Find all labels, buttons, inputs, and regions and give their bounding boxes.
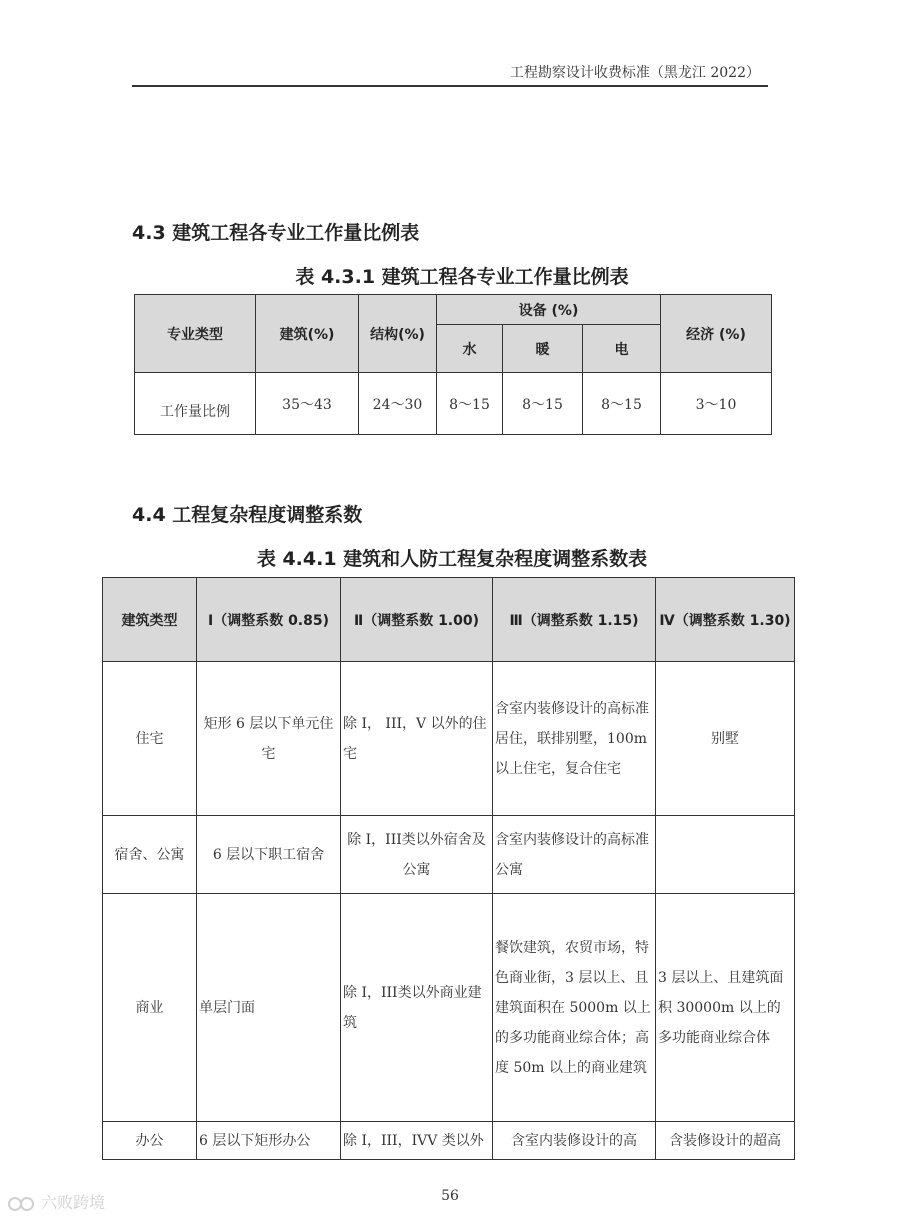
watermark-text: 六败跨境 bbox=[41, 1193, 106, 1212]
cell-class-2: 除 I，III类以外商业建筑 bbox=[341, 894, 493, 1122]
cell-class-1: 单层门面 bbox=[197, 894, 341, 1122]
running-header: 工程勘察设计收费标准（黑龙江 2022） bbox=[509, 65, 760, 81]
section-heading-4-3: 4.3 建筑工程各专业工作量比例表 bbox=[132, 222, 420, 244]
header-equipment: 设备 (%) bbox=[437, 295, 661, 325]
watermark-logo-icon bbox=[6, 1194, 36, 1214]
watermark bbox=[6, 1190, 105, 1214]
header-water: 水 bbox=[437, 325, 503, 373]
cell-class-1: 6 层以下矩形办公 bbox=[197, 1122, 341, 1160]
cell-class-3: 含室内装修设计的高标准居住，联排别墅，100m 以上住宅，复合住宅 bbox=[493, 662, 656, 816]
header-class-4: Ⅳ（调整系数 1.30) bbox=[656, 578, 795, 662]
header-architecture: 建筑(%) bbox=[256, 295, 359, 373]
table-caption-4-4-1: 表 4.4.1 建筑和人防工程复杂程度调整系数表 bbox=[256, 548, 648, 570]
complexity-coefficient-table bbox=[102, 577, 795, 1160]
section-heading-4-4: 4.4 工程复杂程度调整系数 bbox=[132, 504, 363, 526]
header-class-2: Ⅱ（调整系数 1.00) bbox=[341, 578, 493, 662]
value-architecture: 35～43 bbox=[256, 373, 359, 435]
table-row bbox=[103, 662, 795, 816]
cell-class-2: 除 I， III，V 以外的住宅 bbox=[341, 662, 493, 816]
cell-type: 办公 bbox=[103, 1122, 197, 1160]
cell-class-1: 矩形 6 层以下单元住宅 bbox=[197, 662, 341, 816]
cell-type: 宿舍、公寓 bbox=[103, 816, 197, 894]
cell-class-3: 含室内装修设计的高标准公寓 bbox=[493, 816, 656, 894]
cell-type: 商业 bbox=[103, 894, 197, 1122]
header-heating: 暖 bbox=[503, 325, 583, 373]
cell-class-2: 除 I，III，IVV 类以外 bbox=[341, 1122, 493, 1160]
table-row bbox=[103, 894, 795, 1122]
table-row bbox=[103, 816, 795, 894]
cell-class-4 bbox=[656, 816, 795, 894]
header-electric: 电 bbox=[583, 325, 661, 373]
value-structure: 24～30 bbox=[359, 373, 437, 435]
header-building-type: 建筑类型 bbox=[103, 578, 197, 662]
cell-class-3: 含室内装修设计的高 bbox=[493, 1122, 656, 1160]
header-economics: 经济 (%) bbox=[661, 295, 772, 373]
value-water: 8～15 bbox=[437, 373, 503, 435]
row-label: 工作量比例 bbox=[135, 373, 256, 435]
header-rule bbox=[132, 85, 768, 87]
cell-class-3: 餐饮建筑，农贸市场，特色商业街，3 层以上、且建筑面积在 5000m 以上的多功能商业综合体；高度 50m 以上的商业建筑 bbox=[493, 894, 656, 1122]
header-category: 专业类型 bbox=[135, 295, 256, 373]
cell-class-4: 含装修设计的超高 bbox=[656, 1122, 795, 1160]
cell-class-4: 别墅 bbox=[656, 662, 795, 816]
value-economics: 3～10 bbox=[661, 373, 772, 435]
page-number: 56 bbox=[441, 1188, 459, 1204]
table-caption-4-3-1: 表 4.3.1 建筑工程各专业工作量比例表 bbox=[295, 266, 629, 288]
cell-class-2: 除 I，III类以外宿舍及公寓 bbox=[341, 816, 493, 894]
header-class-1: Ⅰ（调整系数 0.85) bbox=[197, 578, 341, 662]
workload-ratio-table bbox=[134, 294, 772, 435]
cell-class-4: 3 层以上、且建筑面积 30000m 以上的多功能商业综合体 bbox=[656, 894, 795, 1122]
header-class-3: Ⅲ（调整系数 1.15) bbox=[493, 578, 656, 662]
table-row bbox=[103, 1122, 795, 1160]
value-electric: 8～15 bbox=[583, 373, 661, 435]
header-structure: 结构(%) bbox=[359, 295, 437, 373]
value-heating: 8～15 bbox=[503, 373, 583, 435]
cell-type: 住宅 bbox=[103, 662, 197, 816]
cell-class-1: 6 层以下职工宿舍 bbox=[197, 816, 341, 894]
